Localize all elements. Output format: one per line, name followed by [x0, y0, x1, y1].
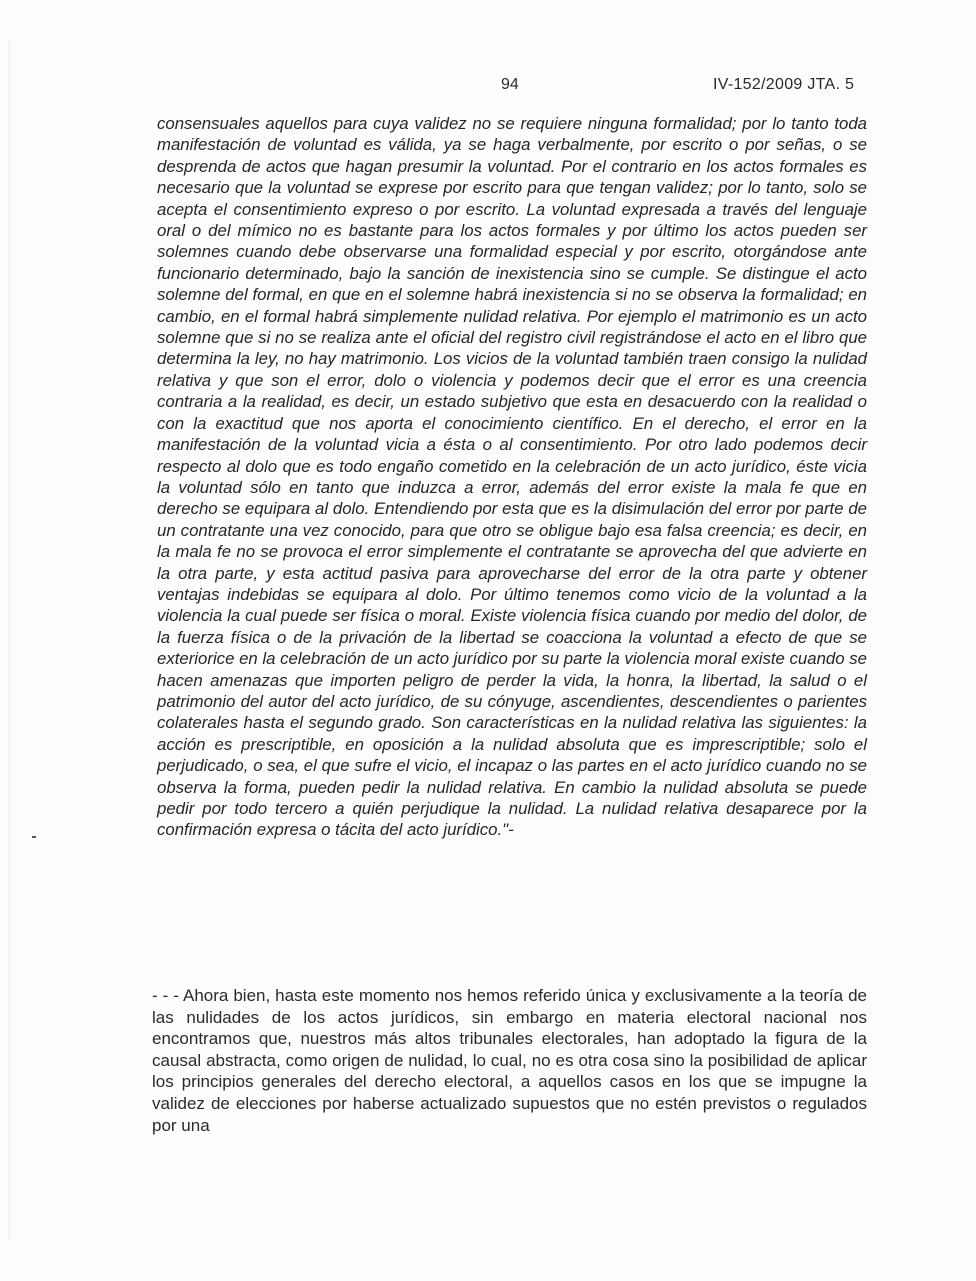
scan-shadow	[8, 40, 14, 1240]
page-number: 94	[501, 76, 519, 93]
margin-mark	[32, 836, 36, 838]
page-header	[0, 76, 976, 98]
case-reference: IV-152/2009 JTA. 5	[713, 76, 855, 93]
body-paragraph: - - - Ahora bien, hasta este momento nos hemos referido única y exclusivamente a la teoría de las nulidades de los actos jurídicos, sin embargo en materia electoral nacional nos encontramos que, nuestros más altos tribunales electorales, han adoptado la figura de la causal abstracta, como origen de nulidad, lo cual, no es otra cosa sino la posibilidad de aplicar los principios generales del derecho electoral, a aquellos casos en los que se impugne la validez de elecciones por haberse actualizado supuestos que no estén previstos o regulados por una	[152, 986, 867, 1135]
quoted-paragraph: consensuales aquellos para cuya validez no se requiere ninguna formalidad; por lo tanto toda manifestación de voluntad es válida, ya se haga verbalmente, por escrito o por señas, o se desprenda de actos que hagan presumir la voluntad. Por el contrario en los actos formales es necesario que la voluntad se exprese por escrito para que tengan validez; por lo tanto, solo se acepta el consentimiento expreso o por escrito. La voluntad expresada a través del lenguaje oral o del mímico no es bastante para los actos formales y por último los actos pueden ser solemnes cuando debe observarse una formalidad especial y por escrito, otorgándose ante funcionario determinado, bajo la sanción de inexistencia sino se cumple. Se distingue el acto solemne del formal, en que en el solemne habrá inexistencia si no se observa la formalidad; en cambio, en el formal habrá simplemente nulidad relativa. Por ejemplo el matrimonio es un acto solemne que si no se realiza ante el oficial del registro civil registrándose el acto en el libro que determina la ley, no hay matrimonio. Los vicios de la voluntad también traen consigo la nulidad relativa y que son el error, dolo o violencia y podemos decir que el error es una creencia contraria a la realidad, es decir, un estado subjetivo que esta en desacuerdo con la realidad o con la exactitud que nos aporta el conocimiento científico. En el derecho, el error en la manifestación de la voluntad vicia a ésta o al consentimiento. Por otro lado podemos decir respecto al dolo que es todo engaño cometido en la celebración de un acto jurídico, éste vicia la voluntad sólo en tanto que induzca a error, además del error existe la mala fe que en derecho se equipara al dolo. Entendiendo por esta que es la disimulación del error por parte de un contratante una vez conocido, para que otro se obligue bajo esa falsa creencia; es decir, en la mala fe no se provoca el error simplemente el contratante se aprovecha del que advierte en la otra parte, y esta actitud pasiva para aprovecharse del error de la otra parte y obtener ventajas indebidas se equipara al dolo. Por último tenemos como vicio de la voluntad a la violencia la cual puede ser física o moral. Existe violencia física cuando por medio del dolor, de la fuerza física o de la privación de la libertad se coacciona la voluntad a efecto de que se exteriorice en la celebración de un acto jurídico por su parte la violencia moral existe cuando se hacen amenazas que importen peligro de perder la vida, la honra, la libertad, la salud o el patrimonio del autor del acto jurídico, de su cónyuge, ascendientes, descendientes o parientes colaterales hasta el segundo grado. Son características en la nulidad relativa las siguientes: la acción es prescriptible, en oposición a la nulidad absoluta que es imprescriptible; solo el perjudicado, o sea, el que sufre el vicio, el incapaz o las partes en el acto jurídico cuando no se observa la forma, pueden pedir la nulidad relativa. En cambio la nulidad absoluta se puede pedir por todo tercero a quién perjudique la nulidad. La nulidad relativa desaparece por la confirmación expresa o tácita del acto jurídico."-	[157, 114, 867, 840]
